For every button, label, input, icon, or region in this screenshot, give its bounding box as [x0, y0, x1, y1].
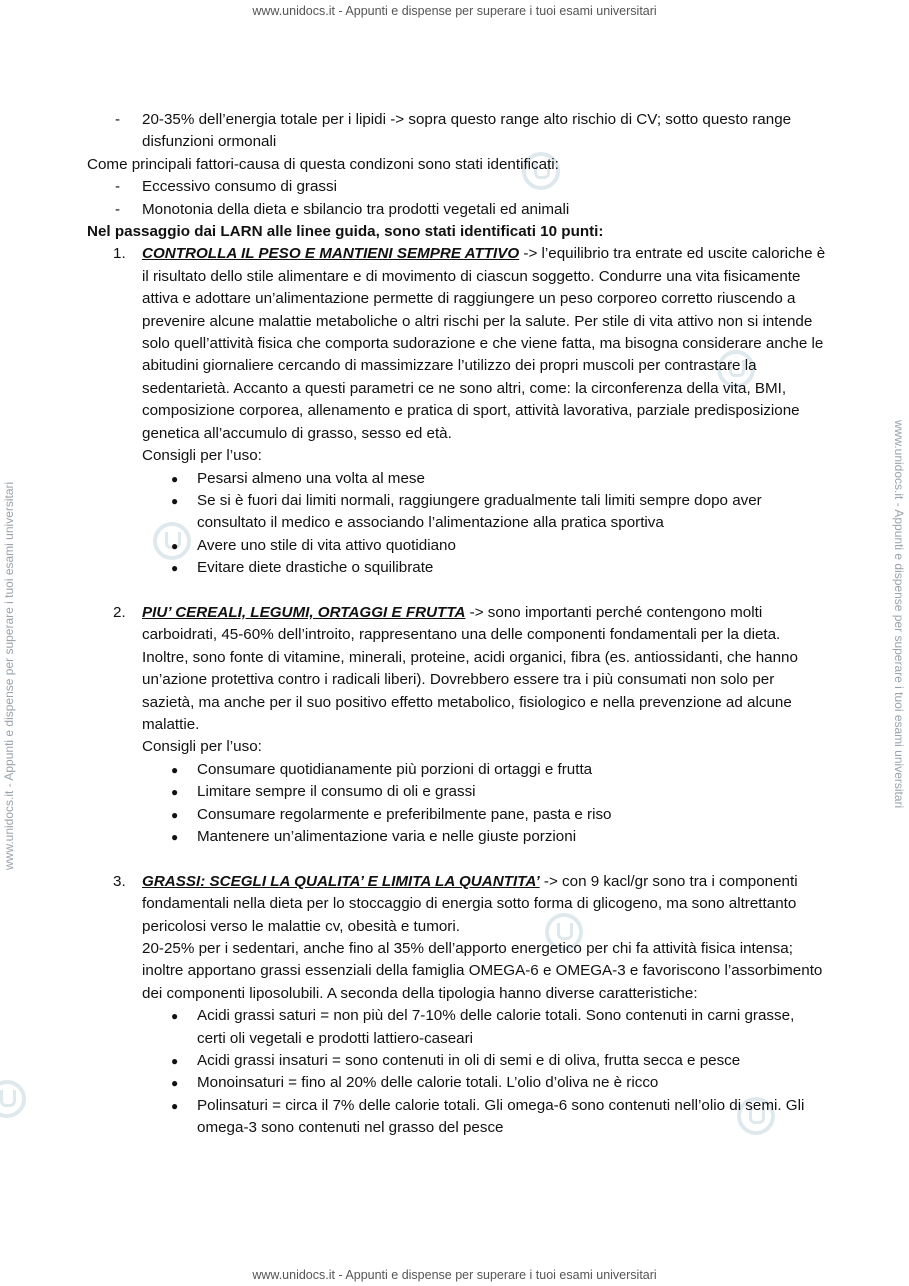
bullet-item: [87, 535, 827, 557]
point-title: PIU’ CEREALI, LEGUMI, ORTAGGI E FRUTTA: [142, 603, 466, 621]
document-body: [87, 109, 827, 1140]
bullet-text: Avere uno stile di vita attivo quotidiano: [197, 536, 456, 554]
list-item-text: Eccessivo consumo di grassi: [142, 178, 337, 196]
bullet-icon: ●: [171, 1009, 179, 1024]
bullet-item: [87, 1050, 827, 1072]
bullet-icon: ●: [171, 807, 179, 822]
bullet-text: Acidi grassi insaturi = sono contenuti in oli di semi e di oliva, frutta secca e pesce: [197, 1052, 741, 1070]
bullet-icon: ●: [171, 561, 179, 576]
bullet-icon: ●: [171, 1098, 179, 1113]
watermark-footer: www.unidocs.it - Appunti e dispense per superare i tuoi esami universitari: [252, 1268, 657, 1282]
numbered-point: [87, 243, 827, 445]
bullet-icon: ●: [171, 1054, 179, 1069]
bullet-item: [87, 759, 827, 781]
point-number: 2.: [113, 603, 126, 621]
list-item: [87, 109, 827, 154]
bullet-text: Se si è fuori dai limiti normali, raggiungere gradualmente tali limiti sempre dopo aver consultato il medico e associando l’alimentazione alla pratica sportiva: [197, 491, 762, 532]
bullet-icon: ●: [171, 1076, 179, 1091]
bullet-item: [87, 804, 827, 826]
tips-label: Consigli per l’uso:: [142, 738, 262, 756]
bullet-text: Consumare quotidianamente più porzioni di ortaggi e frutta: [197, 760, 593, 778]
bullet-text: Pesarsi almeno una volta al mese: [197, 469, 425, 487]
bullet-icon: ●: [171, 493, 179, 508]
bullet-text: Monoinsaturi = fino al 20% delle calorie totali. L’olio d’oliva ne è ricco: [197, 1074, 659, 1092]
section-intro: Nel passaggio dai LARN alle linee guida, sono stati identificati 10 punti:: [87, 223, 604, 241]
numbered-point: [87, 871, 827, 938]
point-title: CONTROLLA IL PESO E MANTIENI SEMPRE ATTIVO: [142, 245, 520, 263]
bullet-text: Evitare diete drastiche o squilibrate: [197, 559, 434, 577]
bullet-text: Consumare regolarmente e preferibilmente pane, pasta e riso: [197, 805, 612, 823]
point-text: -> sono importanti perché contengono molti carboidrati, 45-60% dell’introito, rappresentano una delle componenti fondamentali per la dieta. Inoltre, sono fonte di vitamine, minerali, proteine, acidi organici, fibra (es. antiossidanti, che hanno un’azione protettiva contro i radicali liberi). Dovrebbero essere tra i più consumati non solo per sazietà, ma anche per il suo positivo effetto metabolico, fisiologico e nella prevenzione ad alcune malattie.: [142, 603, 798, 733]
list-item-text: Monotonia della dieta e sbilancio tra prodotti vegetali ed animali: [142, 200, 570, 218]
bullet-text: Acidi grassi saturi = non più del 7-10% delle calorie totali. Sono contenuti in carni grasse, certi oli vegetali e prodotti lattiero-caseari: [197, 1007, 795, 1047]
bullet-icon: ●: [171, 762, 179, 777]
watermark-logo-icon: [0, 1080, 26, 1118]
bullet-icon: ●: [171, 785, 179, 800]
list-item: [87, 199, 827, 221]
bullet-item: [87, 557, 827, 579]
bullet-icon: ●: [171, 471, 179, 486]
point-number: 3.: [113, 872, 126, 890]
watermark-side-left: www.unidocs.it - Appunti e dispense per superare i tuoi esami universitari: [2, 481, 16, 870]
dash-marker: -: [115, 178, 121, 196]
bullet-icon: ●: [171, 829, 179, 844]
watermark-header: www.unidocs.it - Appunti e dispense per superare i tuoi esami universitari: [252, 4, 657, 18]
point-text: -> con 9 kacl/gr sono tra i componenti fondamentali nella dieta per lo stoccaggio di energia sotto forma di glicogeno, ma sono altrettanto pericolosi verso le malattie cv, obesità e tumori.: [142, 872, 798, 935]
bullet-item: [87, 490, 827, 535]
bullet-item: [87, 781, 827, 803]
dash-marker: -: [115, 111, 121, 128]
bullet-text: Mantenere un’alimentazione varia e nelle giuste porzioni: [197, 827, 577, 845]
paragraph: Come principali fattori-causa di questa condizoni sono stati identificati:: [87, 155, 559, 173]
tips-label: Consigli per l’uso:: [142, 447, 262, 465]
bullet-item: [87, 468, 827, 490]
point-text: -> l’equilibrio tra entrate ed uscite caloriche è il risultato dello stile alimentare e di movimento di ciascun soggetto. Condurre una vita fisicamente attiva e adottare un’alimentazione permette di raggiungere un peso corporeo corretto riuscendo a prevenire alcune malattie metaboliche o altri rischi per la salute. Per stile di vita attivo non si intende solo quell’attività fisica che comporta sudorazione e che viene fatta, ma bisogna considerare anche le abitudini giornaliere cercando di massimizzare l’utilizzo dei propri muscoli per contrastare la sedentarietà. Accanto a questi parametri ce ne sono altri, come: la circonferenza della vita, BMI, composizione corporea, allenamento e pratica di sport, attività lavorativa, parziale predisposizione genetica all’accumulo di grasso, sesso ed età.: [142, 245, 826, 442]
point-number: 1.: [113, 245, 126, 263]
bullet-icon: ●: [171, 538, 179, 553]
bullet-item: [87, 1095, 827, 1140]
dash-marker: -: [115, 200, 121, 218]
bullet-text: Polinsaturi = circa il 7% delle calorie totali. Gli omega-6 sono contenuti nell’olio di semi. Gli omega-3 sono contenuti nel grasso del pesce: [197, 1096, 805, 1137]
bullet-item: [87, 826, 827, 848]
point-title: GRASSI: SCEGLI LA QUALITA’ E LIMITA LA QUANTITA’: [142, 872, 540, 890]
bullet-item: [87, 1072, 827, 1094]
list-item: [87, 176, 827, 198]
bullet-text: Limitare sempre il consumo di oli e grassi: [197, 783, 476, 801]
numbered-point: [87, 602, 827, 736]
list-item-text: 20-35% dell’energia totale per i lipidi -> sopra questo range alto rischio di CV; sotto questo range disfunzioni ormonali: [142, 111, 792, 151]
bullet-item: [87, 1005, 827, 1050]
watermark-side-right: www.unidocs.it - Appunti e dispense per superare i tuoi esami universitari: [892, 420, 906, 809]
point-text-continued: 20-25% per i sedentari, anche fino al 35% dell’apporto energetico per chi fa attività fisica intensa; inoltre apportano grassi essenziali della famiglia OMEGA-6 e OMEGA-3 e favoriscono l’assorbimento dei componenti liposolubili. A seconda della tipologia hanno diverse caratteristiche:: [142, 940, 823, 1002]
